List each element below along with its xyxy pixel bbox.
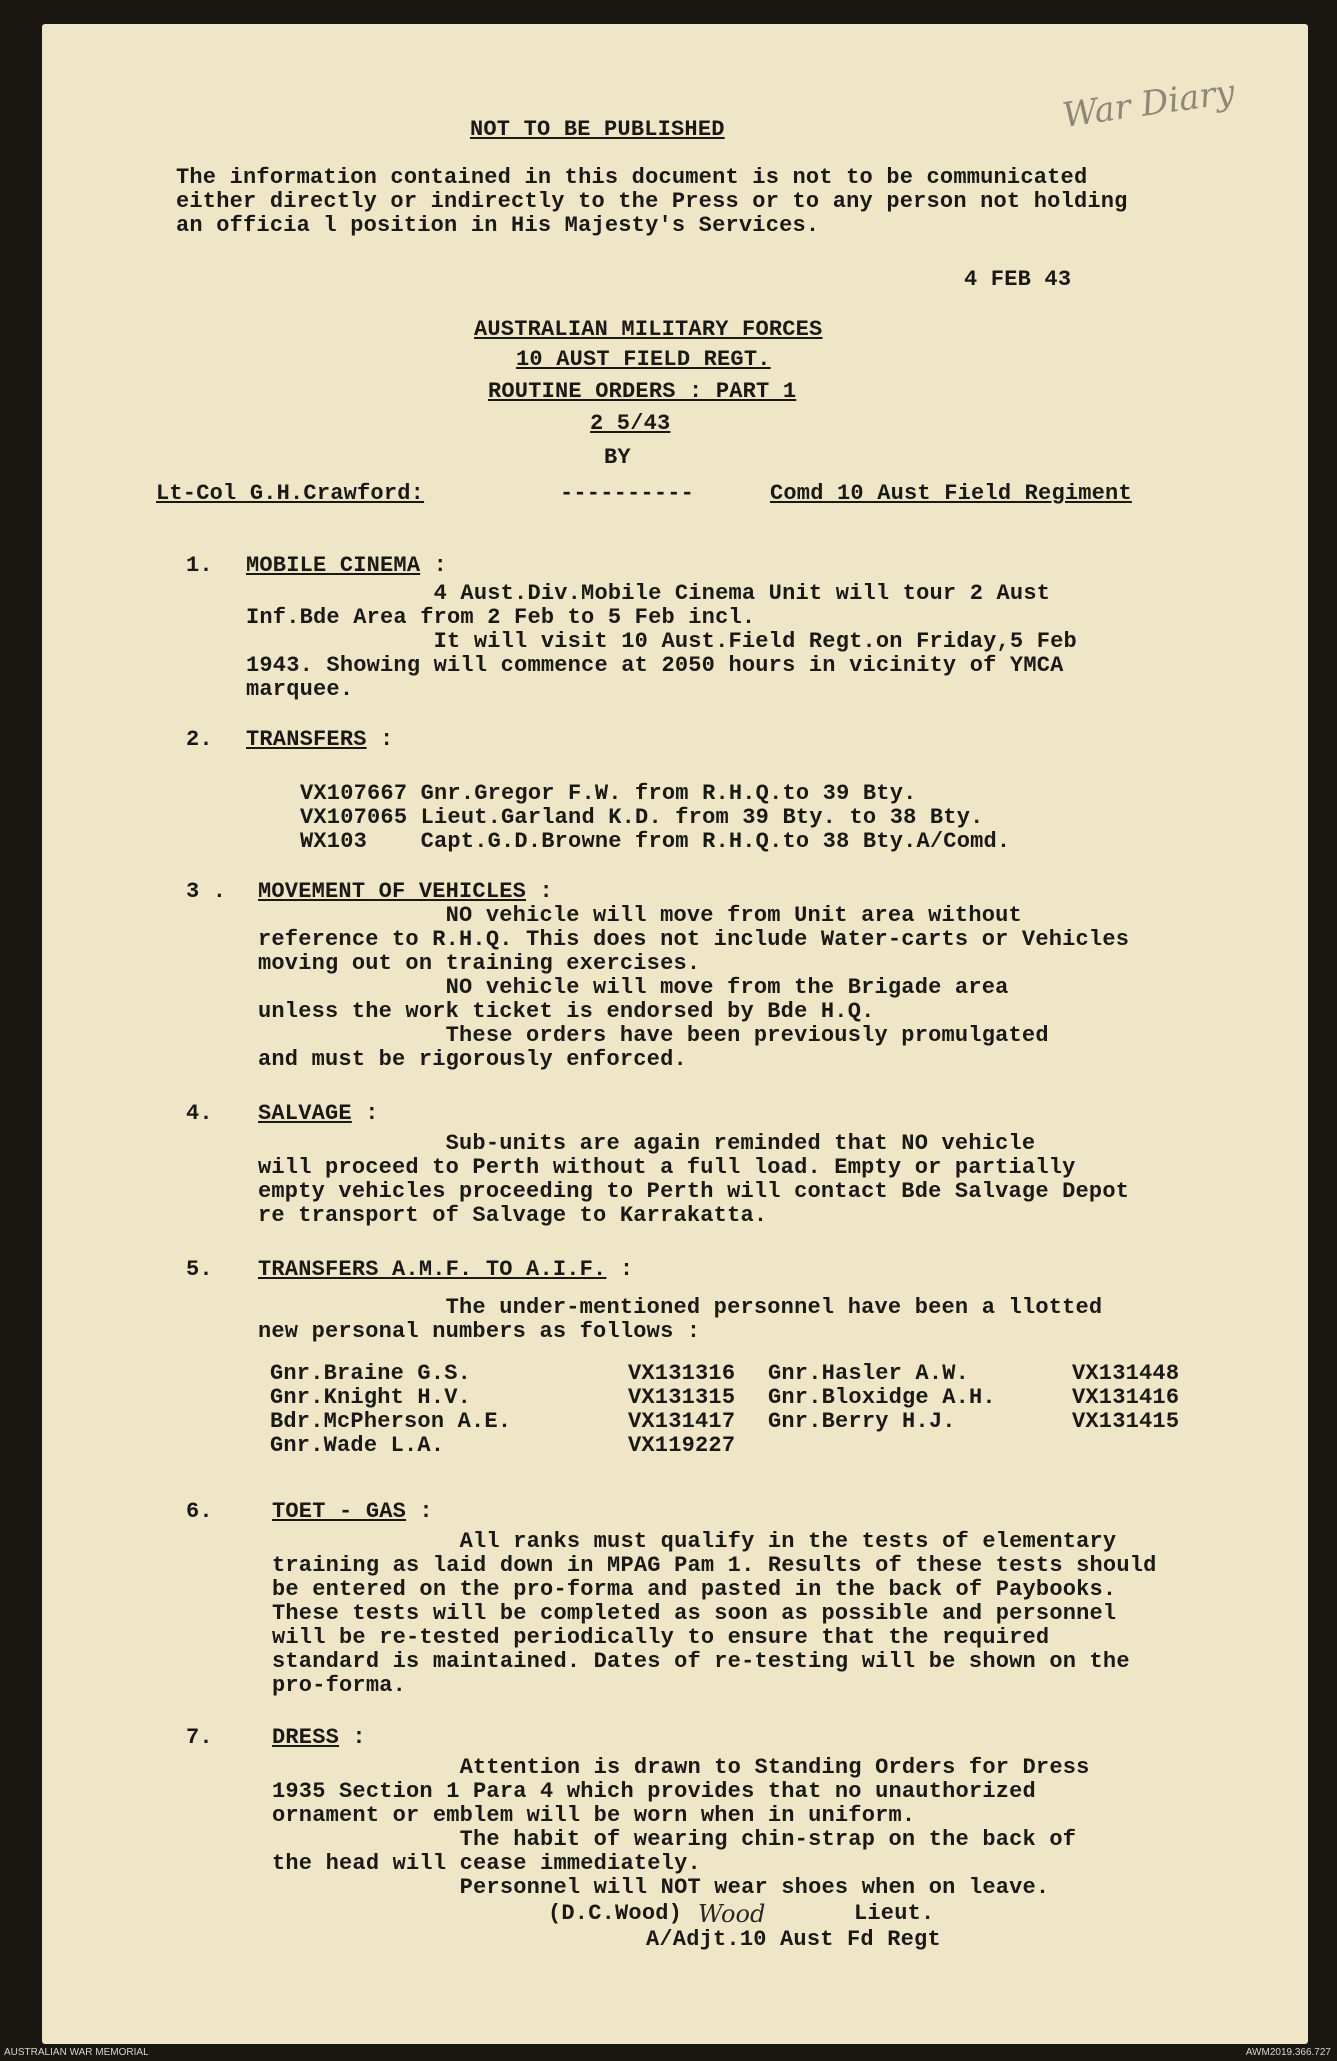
item-text-line: Attention is drawn to Standing Orders for Dress [272, 1755, 1090, 1780]
item-text-line: empty vehicles proceeding to Perth will contact Bde Salvage Depot [258, 1179, 1130, 1204]
item-text-line: pro-forma. [272, 1673, 407, 1698]
transfer-line: WX103 Capt.G.D.Browne from R.H.Q.to 38 Bty.A/Comd. [300, 829, 1011, 854]
item-text-line: training as laid down in MPAG Pam 1. Results of these tests should [272, 1553, 1157, 1578]
personnel-name: Gnr.Braine G.S. [270, 1361, 472, 1386]
personnel-name: Gnr.Knight H.V. [270, 1385, 472, 1410]
title-by: BY [604, 445, 631, 470]
notice-line-2: either directly or indirectly to the Press or to any person not holding [176, 189, 1128, 214]
title-unit: 10 AUST FIELD REGT. [516, 347, 771, 372]
handwritten-note: War Diary [1060, 72, 1238, 136]
item-text-line: Inf.Bde Area from 2 Feb to 5 Feb incl. [246, 605, 756, 630]
item-text-line: NO vehicle will move from Unit area without [258, 903, 1022, 928]
item-text-line: unless the work ticket is endorsed by Bde H.Q. [258, 999, 875, 1024]
item-heading: DRESS : [272, 1725, 366, 1750]
item-text-line: 1935 Section 1 Para 4 which provides that no unauthorized [272, 1779, 1036, 1804]
item-text-line: These tests will be completed as soon as possible and personnel [272, 1601, 1117, 1626]
item-text-line: Sub-units are again reminded that NO vehicle [258, 1131, 1036, 1156]
document-date: 4 FEB 43 [964, 267, 1072, 292]
personnel-name: Gnr.Bloxidge A.H. [768, 1385, 996, 1410]
notice-line-1: The information contained in this document is not to be communicated [176, 165, 1088, 190]
document-page [42, 24, 1308, 2044]
item-number: 7. [186, 1725, 213, 1750]
item-text-line: 4 Aust.Div.Mobile Cinema Unit will tour 2 Aust [246, 581, 1051, 606]
footer-accession-number: AWM2019.366.727 [1245, 2047, 1331, 2058]
item-text-line: and must be rigorously enforced. [258, 1047, 687, 1072]
commander-appointment: Comd 10 Aust Field Regiment [770, 481, 1132, 506]
personnel-number: VX131415 [1072, 1409, 1180, 1434]
personnel-number: VX119227 [628, 1433, 736, 1458]
item-text-line: will proceed to Perth without a full load. Empty or partially [258, 1155, 1076, 1180]
item-text-line: The habit of wearing chin-strap on the back of [272, 1827, 1077, 1852]
personnel-name: Gnr.Hasler A.W. [768, 1361, 970, 1386]
item-text-line: ornament or emblem will be worn when in uniform. [272, 1803, 916, 1828]
footer-institution: AUSTRALIAN WAR MEMORIAL [4, 2047, 149, 2058]
item-text-line: Personnel will NOT wear shoes when on leave. [272, 1875, 1050, 1900]
item-text-line: the head will cease immediately. [272, 1851, 701, 1876]
item-text-line: reference to R.H.Q. This does not include Water-carts or Vehicles [258, 927, 1130, 952]
item-heading: SALVAGE : [258, 1101, 379, 1126]
title-number: 2 5/43 [590, 411, 671, 436]
item-heading: TRANSFERS : [246, 727, 394, 752]
personnel-number: VX131315 [628, 1385, 736, 1410]
item-number: 4. [186, 1101, 213, 1126]
signatory-name: (D.C.Wood) [548, 1901, 683, 1926]
item-text-line: be entered on the pro-forma and pasted in the back of Paybooks. [272, 1577, 1117, 1602]
item-text-line: new personal numbers as follows : [258, 1319, 701, 1344]
item-text-line: It will visit 10 Aust.Field Regt.on Friday,5 Feb [246, 629, 1077, 654]
item-heading: MOBILE CINEMA : [246, 553, 448, 578]
title-orders: ROUTINE ORDERS : PART 1 [488, 379, 797, 404]
personnel-number: VX131316 [628, 1361, 736, 1386]
signatory-appointment: A/Adjt.10 Aust Fd Regt [646, 1927, 941, 1952]
item-text-line: marquee. [246, 677, 354, 702]
item-text-line: All ranks must qualify in the tests of elementary [272, 1529, 1117, 1554]
personnel-number: VX131416 [1072, 1385, 1180, 1410]
personnel-name: Bdr.McPherson A.E. [270, 1409, 512, 1434]
item-text-line: 1943. Showing will commence at 2050 hours in vicinity of YMCA [246, 653, 1064, 678]
transfer-line: VX107667 Gnr.Gregor F.W. from R.H.Q.to 39 Bty. [300, 781, 917, 806]
by-separator: ---------- [560, 481, 695, 506]
classification-heading: NOT TO BE PUBLISHED [470, 117, 725, 142]
item-text-line: NO vehicle will move from the Brigade area [258, 975, 1009, 1000]
item-number: 3 . [186, 879, 227, 904]
personnel-number: VX131417 [628, 1409, 736, 1434]
item-text-line: moving out on training exercises. [258, 951, 701, 976]
item-heading: TRANSFERS A.M.F. TO A.I.F. : [258, 1257, 634, 1282]
item-heading: TOET - GAS : [272, 1499, 433, 1524]
item-text-line: The under-mentioned personnel have been a llotted [258, 1295, 1103, 1320]
item-text-line: re transport of Salvage to Karrakatta. [258, 1203, 768, 1228]
signatory-rank: Lieut. [854, 1901, 935, 1926]
item-number: 5. [186, 1257, 213, 1282]
item-text-line: These orders have been previously promulgated [258, 1023, 1049, 1048]
handwritten-signature: Wood [698, 1900, 766, 1928]
personnel-name: Gnr.Berry H.J. [768, 1409, 956, 1434]
transfer-line: VX107065 Lieut.Garland K.D. from 39 Bty. to 38 Bty. [300, 805, 984, 830]
commander-name: Lt-Col G.H.Crawford: [156, 481, 425, 506]
personnel-number: VX131448 [1072, 1361, 1180, 1386]
item-text-line: will be re-tested periodically to ensure that the required [272, 1625, 1050, 1650]
item-number: 6. [186, 1499, 213, 1524]
title-forces: AUSTRALIAN MILITARY FORCES [474, 317, 823, 342]
item-number: 1. [186, 553, 213, 578]
personnel-name: Gnr.Wade L.A. [270, 1433, 445, 1458]
item-heading: MOVEMENT OF VEHICLES : [258, 879, 553, 904]
item-text-line: standard is maintained. Dates of re-testing will be shown on the [272, 1649, 1130, 1674]
notice-line-3: an officia l position in His Majesty's Services. [176, 213, 820, 238]
item-number: 2. [186, 727, 213, 752]
